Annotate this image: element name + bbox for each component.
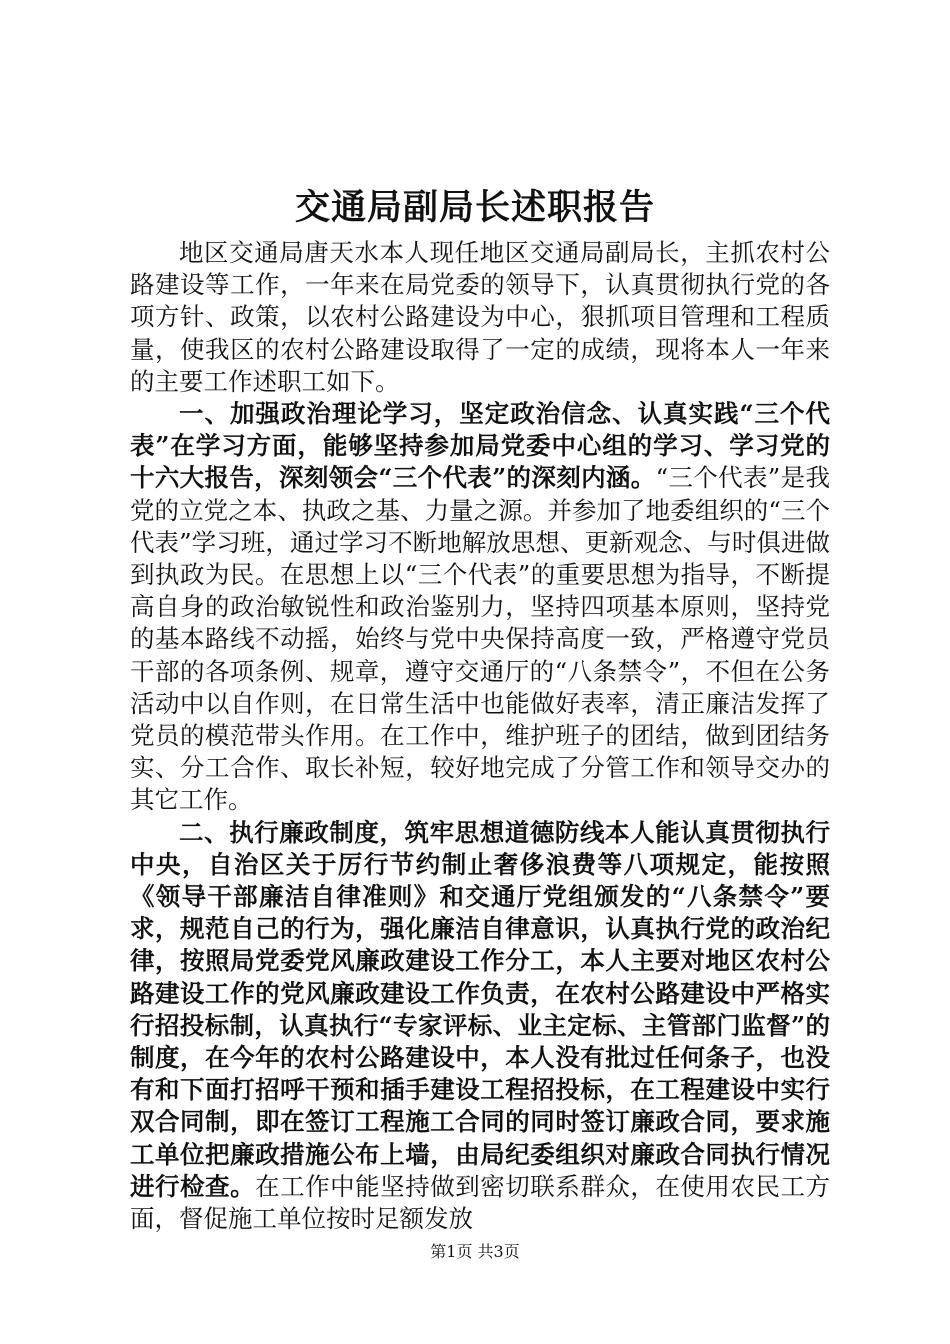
document-body — [130, 237, 830, 1235]
section-1-heading: 一、加强政治理论学习，坚定政治信念、认真实践“三个代表”在学习方面，能够坚持参加局党委中心组的学习、学习党的十六大报告，深刻领会“三个代表”的深刻内涵。 — [130, 399, 830, 493]
page-footer: 第1页 共3页 — [430, 1242, 520, 1261]
section-1-body: “三个代表”是我党的立党之本、执政之基、力量之源。并参加了地委组织的“三个代表”学习班，通过学习不断地解放思想、更新观念、与时俱进做到执政为民。在思想上以“三个代表”的重要思想为指导，不断提高自身的政治敏锐性和政治鉴别力，坚持四项基本原则，坚持党的基本路线不动摇，始终与党中央保持高度一致，严格遵守党员干部的各项条例、规章，遵守交通厅的“八条禁令”，不但在公务活动中以自作则，在日常生活中也能做好表率，清正廉洁发挥了党员的模范带头作用。在工作中，维护班子的团结，做到团结务实、分工合作、取长补短，较好地完成了分管工作和领导交办的其它工作。 — [130, 463, 830, 815]
section-1-paragraph — [130, 398, 830, 817]
document-title: 交通局副局长述职报告 — [294, 187, 655, 228]
section-2-paragraph — [130, 817, 830, 1236]
section-2-heading: 二、执行廉政制度，筑牢思想道德防线本人能认真贯彻执行中央，自治区关于厉行节约制止奢侈浪费等八项规定，能按照《领导干部廉洁自律准则》和交通厅党组颁发的“八条禁令”要求，规范自己的行为，强化廉洁自律意识，认真执行党的政治纪律，按照局党委党风廉政建设工作分工，本人主要对地区农村公路建设工作的党风廉政建设工作负责，在农村公路建设中严格实行招投标制，认真执行“专家评标、业主定标、主管部门监督”的制度，在今年的农村公路建设中，本人没有批过任何条子，也没有和下面打招呼干预和插手建设工程招投标，在工程建设中实行双合同制，即在签订工程施工合同的同时签订廉政合同，要求施工单位把廉政措施公布上墙，由局纪委组织对廉政合同执行情况进行检查。 — [130, 817, 830, 1201]
section-2-body: 在工作中能坚持做到密切联系群众，在使用农民工方面，督促施工单位按时足额发放 — [130, 1171, 830, 1234]
intro-paragraph: 地区交通局唐天水本人现任地区交通局副局长，主抓农村公路建设等工作，一年来在局党委的领导下，认真贯彻执行党的各项方针、政策，以农村公路建设为中心，狠抓项目管理和工程质量，使我区的农村公路建设取得了一定的成绩，现将本人一年来的主要工作述职工如下。 — [130, 238, 830, 396]
